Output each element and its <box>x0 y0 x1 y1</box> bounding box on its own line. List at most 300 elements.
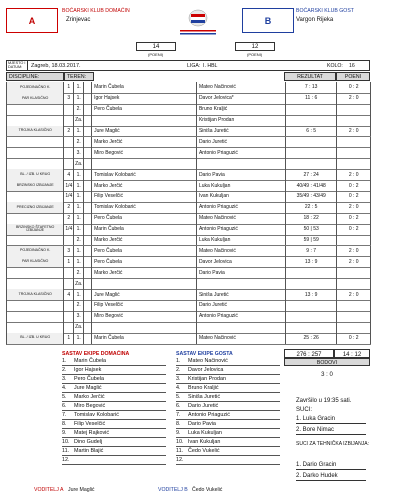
home-player-cell: Filip Veselčić <box>92 191 197 202</box>
points-cell <box>337 137 371 148</box>
guest-leader-label: VODITELJ B <box>158 487 188 493</box>
guest-letter-box <box>242 8 294 33</box>
squad-number: 4. <box>62 385 67 391</box>
field-cell: 1 <box>64 256 74 267</box>
result-cell <box>286 311 337 322</box>
player-number-cell: 1. <box>74 82 84 93</box>
discipline-cell: PAR KLASIČNO <box>7 256 64 267</box>
squad-player-name: Tomislav Kolobarić <box>74 412 119 418</box>
checkbox-cell <box>84 82 92 93</box>
tech-judges-title: SUCI ZA TEHNIČKA IZBIJANJA: <box>296 441 369 447</box>
home-score: 14 <box>136 42 176 51</box>
field-cell: 3 <box>64 93 74 104</box>
end-time: Završilo u 19:35 sati. <box>296 398 352 404</box>
result-cell <box>286 278 337 289</box>
squad-number: 2. <box>62 367 67 373</box>
result-cell: 27 : 24 <box>286 169 337 180</box>
home-player-cell: Miro Begović <box>92 147 197 158</box>
field-cell: 2 <box>64 213 74 224</box>
points-cell <box>337 104 371 115</box>
player-number-cell: 2. <box>74 300 84 311</box>
home-player-cell: Marin Čubela <box>92 224 197 235</box>
checkbox-cell <box>84 300 92 311</box>
result-cell: 22 : 5 <box>286 202 337 213</box>
discipline-cell <box>7 267 64 278</box>
squad-player <box>62 413 166 420</box>
discipline-cell: BL. / IZB. U KRUG <box>7 333 64 344</box>
checkbox-cell <box>84 202 92 213</box>
result-cell: 50 | 53 <box>286 224 337 235</box>
checkbox-cell <box>84 224 92 235</box>
checkbox-cell <box>84 267 92 278</box>
result-cell: 35/49 : 43/49 <box>286 191 337 202</box>
checkbox-cell <box>84 289 92 300</box>
points-cell: 2 : 0 <box>337 126 371 137</box>
squad-player <box>176 377 280 384</box>
squad-number: 9. <box>62 430 67 436</box>
squad-player <box>176 413 280 420</box>
discipline-cell: POJEDINAČNO K. <box>7 246 64 257</box>
points-cell: 2 : 0 <box>337 169 371 180</box>
col-discipline: DISCIPLINE: <box>6 72 64 81</box>
player-number-cell: 1. <box>74 93 84 104</box>
field-cell: 1/4 <box>64 180 74 191</box>
checkbox-cell <box>84 158 92 169</box>
squad-player <box>62 449 166 456</box>
tech-judge-2: 2. Darko Hudek <box>296 473 366 481</box>
discipline-cell <box>7 322 64 333</box>
points-cell: 0 : 2 <box>337 191 371 202</box>
result-cell <box>286 147 337 158</box>
guest-club: Vargon Rijeka <box>296 17 334 23</box>
squad-number: 7. <box>62 412 67 418</box>
squad-player <box>62 458 166 465</box>
squad-player-name: Pero Čubela <box>74 376 104 382</box>
player-number-cell: 1. <box>74 126 84 137</box>
home-points-label: (POENI) <box>148 52 164 57</box>
player-number-cell: 1. <box>74 333 84 344</box>
field-cell <box>64 267 74 278</box>
discipline-cell: BRZINSKO ŠTAFETNO IZBIJANJE <box>7 224 64 235</box>
player-number-cell: 3. <box>74 311 84 322</box>
discipline-cell <box>7 137 64 148</box>
home-letter-box <box>6 8 58 33</box>
home-club: Zrinjevac <box>66 17 91 23</box>
match-table <box>0 82 400 352</box>
points-cell <box>337 267 371 278</box>
discipline-cell <box>7 191 64 202</box>
squad-player <box>62 395 166 402</box>
guest-player-cell: Luka Kukuljan <box>197 180 286 191</box>
checkbox-cell <box>84 93 92 104</box>
result-cell <box>286 322 337 333</box>
player-number-cell: Za. <box>74 322 84 333</box>
player-number-cell: Za. <box>74 158 84 169</box>
home-player-cell: Pero Čubela <box>92 213 197 224</box>
player-number-cell: 1. <box>74 224 84 235</box>
points-cell <box>337 278 371 289</box>
guest-player-cell: Siniša Juretić <box>197 126 286 137</box>
player-number-cell: 2. <box>74 137 84 148</box>
guest-player-cell <box>197 278 286 289</box>
guest-player-cell: Kristijan Prodan <box>197 115 286 126</box>
squad-player-name: Miro Begović <box>74 403 106 409</box>
home-squad-title: SASTAV EKIPE DOMAĆINA <box>62 351 130 357</box>
squad-player-name: Kristijan Prodan <box>188 376 227 382</box>
points-cell: 2 : 0 <box>337 202 371 213</box>
checkbox-cell <box>84 246 92 257</box>
col-result: REZULTAT <box>284 72 336 81</box>
squad-player-name: Davor Jelovica <box>188 367 224 373</box>
checkbox-cell <box>84 278 92 289</box>
discipline-cell: TROJKA KLASIČNO <box>7 289 64 300</box>
checkbox-cell <box>84 147 92 158</box>
guest-score: 12 <box>235 42 275 51</box>
guest-player-cell: Dario Pavia <box>197 169 286 180</box>
judge-1: 1. Luka Gracin <box>296 416 366 424</box>
field-cell <box>64 235 74 246</box>
guest-player-cell: Antonio Priaguzić <box>197 311 286 322</box>
home-label: BOĆARSKI KLUB DOMAĆIN <box>62 8 130 14</box>
home-player-cell <box>92 278 197 289</box>
guest-player-cell: Dario Juretić <box>197 137 286 148</box>
field-cell: 2 <box>64 202 74 213</box>
guest-player-cell: Davor Jelovica* <box>197 93 286 104</box>
result-cell <box>286 300 337 311</box>
home-leader-label: VODITELJ A <box>34 487 64 493</box>
squad-player <box>176 386 280 393</box>
player-number-cell: 2. <box>74 104 84 115</box>
field-cell <box>64 311 74 322</box>
squad-player-name: Dario Pavia <box>188 421 216 427</box>
league-label: LIGA: <box>187 63 201 69</box>
field-cell: 4 <box>64 289 74 300</box>
squad-number: 10. <box>62 439 70 445</box>
checkbox-cell <box>84 311 92 322</box>
squad-player <box>176 395 280 402</box>
guest-player-cell: Luka Kukuljan <box>197 235 286 246</box>
squad-player-name: Martin Blajić <box>74 448 104 454</box>
field-cell <box>64 300 74 311</box>
guest-player-cell <box>197 158 286 169</box>
checkbox-cell <box>84 191 92 202</box>
points-cell: 0 : 2 <box>337 180 371 191</box>
home-player-cell: Pero Čubela <box>92 256 197 267</box>
meta-row <box>6 60 370 71</box>
guest-player-cell: Mateo Načinović <box>197 213 286 224</box>
squad-player-name: Jure Maglić <box>74 385 102 391</box>
guest-player-cell: Mateo Načinović <box>197 82 286 93</box>
checkbox-cell <box>84 104 92 115</box>
home-player-cell: Marin Čubela <box>92 82 197 93</box>
squad-number: 8. <box>62 421 67 427</box>
points-cell <box>337 115 371 126</box>
guest-player-cell: Antonio Priaguzić <box>197 202 286 213</box>
squad-player <box>62 404 166 411</box>
squad-player-name: Antonio Priaguzić <box>188 412 230 418</box>
discipline-cell <box>7 235 64 246</box>
squad-number: 7. <box>176 412 181 418</box>
guest-squad-title: SASTAV EKIPE GOSTA <box>176 351 233 357</box>
squad-player <box>62 422 166 429</box>
checkbox-cell <box>84 180 92 191</box>
home-player-cell: Jure Maglić <box>92 126 197 137</box>
points-cell: 2 : 0 <box>337 256 371 267</box>
squad-player <box>176 449 280 456</box>
points-cell <box>337 311 371 322</box>
checkbox-cell <box>84 137 92 148</box>
squad-player <box>62 377 166 384</box>
squad-player-name: Luka Kukuljan <box>188 430 222 436</box>
squad-player <box>62 386 166 393</box>
squad-number: 6. <box>62 403 67 409</box>
field-cell: 3 <box>64 246 74 257</box>
checkbox-cell <box>84 169 92 180</box>
squad-number: 12. <box>176 457 184 463</box>
field-cell: 1/4 <box>64 191 74 202</box>
squad-player-name: Igor Hajsek <box>74 367 102 373</box>
squad-player <box>176 368 280 375</box>
guest-letter: B <box>264 16 272 26</box>
field-cell <box>64 115 74 126</box>
squad-player <box>176 431 280 438</box>
result-cell <box>286 137 337 148</box>
player-number-cell: 2. <box>74 235 84 246</box>
squad-number: 10. <box>176 439 184 445</box>
squad-player <box>62 440 166 447</box>
home-squad-list <box>62 359 172 469</box>
squad-number: 1. <box>176 358 181 364</box>
result-cell <box>286 115 337 126</box>
player-number-cell: 1. <box>74 246 84 257</box>
squad-player <box>176 404 280 411</box>
result-cell: 13 : 9 <box>286 256 337 267</box>
field-cell: 1 <box>64 333 74 344</box>
home-player-cell: Tomislav Kolobarić <box>92 169 197 180</box>
home-player-cell: Pero Čubela <box>92 246 197 257</box>
player-number-cell: 3. <box>74 147 84 158</box>
squad-number: 1. <box>62 358 67 364</box>
home-player-cell: Marko Jerčić <box>92 267 197 278</box>
home-leader-name: Jure Maglić <box>68 487 95 493</box>
squad-player-name: Siniša Juretić <box>188 394 221 400</box>
field-cell <box>64 147 74 158</box>
home-player-cell: Miro Begović <box>92 311 197 322</box>
squad-number: 11. <box>62 448 70 454</box>
player-number-cell: 1. <box>74 256 84 267</box>
guest-player-cell: Davor Jelovica <box>197 256 286 267</box>
points-cell <box>337 322 371 333</box>
squad-player-name: Bruno Kraljić <box>188 385 219 391</box>
home-player-cell: Jure Maglić <box>92 289 197 300</box>
squad-number: 3. <box>62 376 67 382</box>
col-points: POENI <box>336 72 370 81</box>
home-player-cell: Filip Veselčić <box>92 300 197 311</box>
player-number-cell: Za. <box>74 115 84 126</box>
discipline-cell: PRECIZNO IZBIJANJE <box>7 202 64 213</box>
squad-player <box>62 368 166 375</box>
league-value: I. HBL <box>203 63 218 69</box>
guest-player-cell: Mateo Načinović <box>197 333 286 344</box>
result-cell: 13 : 9 <box>286 289 337 300</box>
player-number-cell: 1. <box>74 202 84 213</box>
squad-number: 9. <box>176 430 181 436</box>
discipline-cell: TROJKA KLASIČNO <box>7 126 64 137</box>
checkbox-cell <box>84 126 92 137</box>
squad-player-name: Matej Rajković <box>74 430 110 436</box>
player-number-cell: Za. <box>74 278 84 289</box>
guest-points-label: (POENI) <box>247 52 263 57</box>
place-label: MJESTO I DATUM: <box>8 61 26 69</box>
field-cell <box>64 104 74 115</box>
points-cell: 2 : 0 <box>337 246 371 257</box>
squad-player <box>62 359 166 366</box>
squad-player-name: Mateo Načinović <box>188 358 228 364</box>
points-cell <box>337 235 371 246</box>
discipline-cell <box>7 300 64 311</box>
discipline-cell <box>7 147 64 158</box>
judges-title: SUCI: <box>296 407 313 413</box>
bodovi-value: 3 : 0 <box>321 372 333 378</box>
points-cell: 0 : 2 <box>337 224 371 235</box>
result-cell <box>286 104 337 115</box>
guest-player-cell: Antonio Priaguzić <box>197 224 286 235</box>
table-row <box>6 333 371 345</box>
discipline-cell <box>7 104 64 115</box>
points-cell: 2 : 0 <box>337 289 371 300</box>
result-cell: 6 : 5 <box>286 126 337 137</box>
guest-squad-list <box>176 359 286 469</box>
result-cell: 18 : 22 <box>286 213 337 224</box>
player-number-cell: 1. <box>74 191 84 202</box>
result-cell: 40/49 : 41/48 <box>286 180 337 191</box>
field-cell <box>64 322 74 333</box>
squad-number: 2. <box>176 367 181 373</box>
field-cell: 1/4 <box>64 224 74 235</box>
home-player-cell: Pero Čubela <box>92 104 197 115</box>
discipline-cell <box>7 311 64 322</box>
guest-player-cell: Antonio Priaguzić <box>197 147 286 158</box>
judge-2: 2. Bore Nimac <box>296 427 366 435</box>
points-cell <box>337 300 371 311</box>
squad-number: 3. <box>176 376 181 382</box>
squad-player-name: Dino Gudelj <box>74 439 103 445</box>
player-number-cell: 1. <box>74 213 84 224</box>
guest-player-cell <box>197 322 286 333</box>
guest-leader-name: Čedo Vukelić <box>192 487 223 493</box>
squad-number: 5. <box>176 394 181 400</box>
points-cell <box>337 147 371 158</box>
discipline-cell: PAR KLASIČNO <box>7 93 64 104</box>
squad-player-name: Čedo Vukelić <box>188 448 220 454</box>
bodovi-label: BODOVI <box>284 358 370 366</box>
checkbox-cell <box>84 333 92 344</box>
result-cell: 7 : 13 <box>286 82 337 93</box>
result-cell <box>286 267 337 278</box>
squad-player <box>176 359 280 366</box>
checkbox-cell <box>84 115 92 126</box>
column-headers <box>6 72 370 81</box>
result-cell: 9 : 7 <box>286 246 337 257</box>
checkbox-cell <box>84 213 92 224</box>
place-value: Zagreb, 18.03.2017. <box>31 63 81 69</box>
result-cell <box>286 158 337 169</box>
discipline-cell: BRZINSKO IZBIJANJE <box>7 180 64 191</box>
home-player-cell: Marin Čubela <box>92 333 197 344</box>
squad-player <box>176 422 280 429</box>
home-player-cell: Igor Hajsek <box>92 93 197 104</box>
round-value: 16 <box>349 63 355 69</box>
guest-player-cell: Siniša Juretić <box>197 289 286 300</box>
squad-number: 12. <box>62 457 70 463</box>
squad-player <box>62 431 166 438</box>
discipline-cell <box>7 115 64 126</box>
discipline-cell <box>7 278 64 289</box>
points-cell <box>337 158 371 169</box>
squad-player <box>176 440 280 447</box>
home-player-cell: Marko Jerčić <box>92 137 197 148</box>
squad-player-name: Marin Čubela <box>74 358 107 364</box>
guest-player-cell: Dario Juretić <box>197 300 286 311</box>
result-cell: 59 | 59 <box>286 235 337 246</box>
checkbox-cell <box>84 235 92 246</box>
home-letter: A <box>28 16 36 26</box>
field-cell <box>64 158 74 169</box>
result-cell: 11 : 6 <box>286 93 337 104</box>
round-label: KOLO: <box>327 63 343 69</box>
squad-number: 5. <box>62 394 67 400</box>
result-cell: 25 : 26 <box>286 333 337 344</box>
home-player-cell: Marko Jerčić <box>92 235 197 246</box>
home-player-cell <box>92 158 197 169</box>
player-number-cell: 1. <box>74 289 84 300</box>
checkbox-cell <box>84 322 92 333</box>
field-cell: 2 <box>64 126 74 137</box>
field-cell <box>64 278 74 289</box>
squad-number: 6. <box>176 403 181 409</box>
squad-player-name: Filip Veselčić <box>74 421 106 427</box>
player-number-cell: 1. <box>74 169 84 180</box>
player-number-cell: 2. <box>74 267 84 278</box>
discipline-cell <box>7 213 64 224</box>
home-player-cell <box>92 322 197 333</box>
checkbox-cell <box>84 256 92 267</box>
discipline-cell <box>7 158 64 169</box>
guest-player-cell: Dario Pavia <box>197 267 286 278</box>
player-number-cell: 1. <box>74 180 84 191</box>
points-cell: 0 : 2 <box>337 333 371 344</box>
points-cell: 0 : 2 <box>337 213 371 224</box>
total-result: 276 : 257 <box>284 349 334 358</box>
squad-number: 8. <box>176 421 181 427</box>
field-cell: 1 <box>64 82 74 93</box>
guest-player-cell: Bruno Kraljić <box>197 104 286 115</box>
field-cell: 4 <box>64 169 74 180</box>
home-player-cell: Marko Jerčić <box>92 180 197 191</box>
guest-label: BOĆARSKI KLUB GOST <box>296 8 354 14</box>
col-field: TEREN: <box>64 72 94 81</box>
guest-player-cell: Mateo Načinović <box>197 246 286 257</box>
squad-player-name: Ivan Kukuljan <box>188 439 221 445</box>
home-player-cell <box>92 115 197 126</box>
field-cell <box>64 137 74 148</box>
discipline-cell: POJEDINAČNO K. <box>7 82 64 93</box>
squad-player-name: Marko Jerčić <box>74 394 105 400</box>
discipline-cell: BL. / IZB. U KRUG <box>7 169 64 180</box>
tech-judge-1: 1. Dario Gracin <box>296 462 366 470</box>
squad-player <box>176 458 280 465</box>
total-points: 14 : 12 <box>334 349 370 358</box>
